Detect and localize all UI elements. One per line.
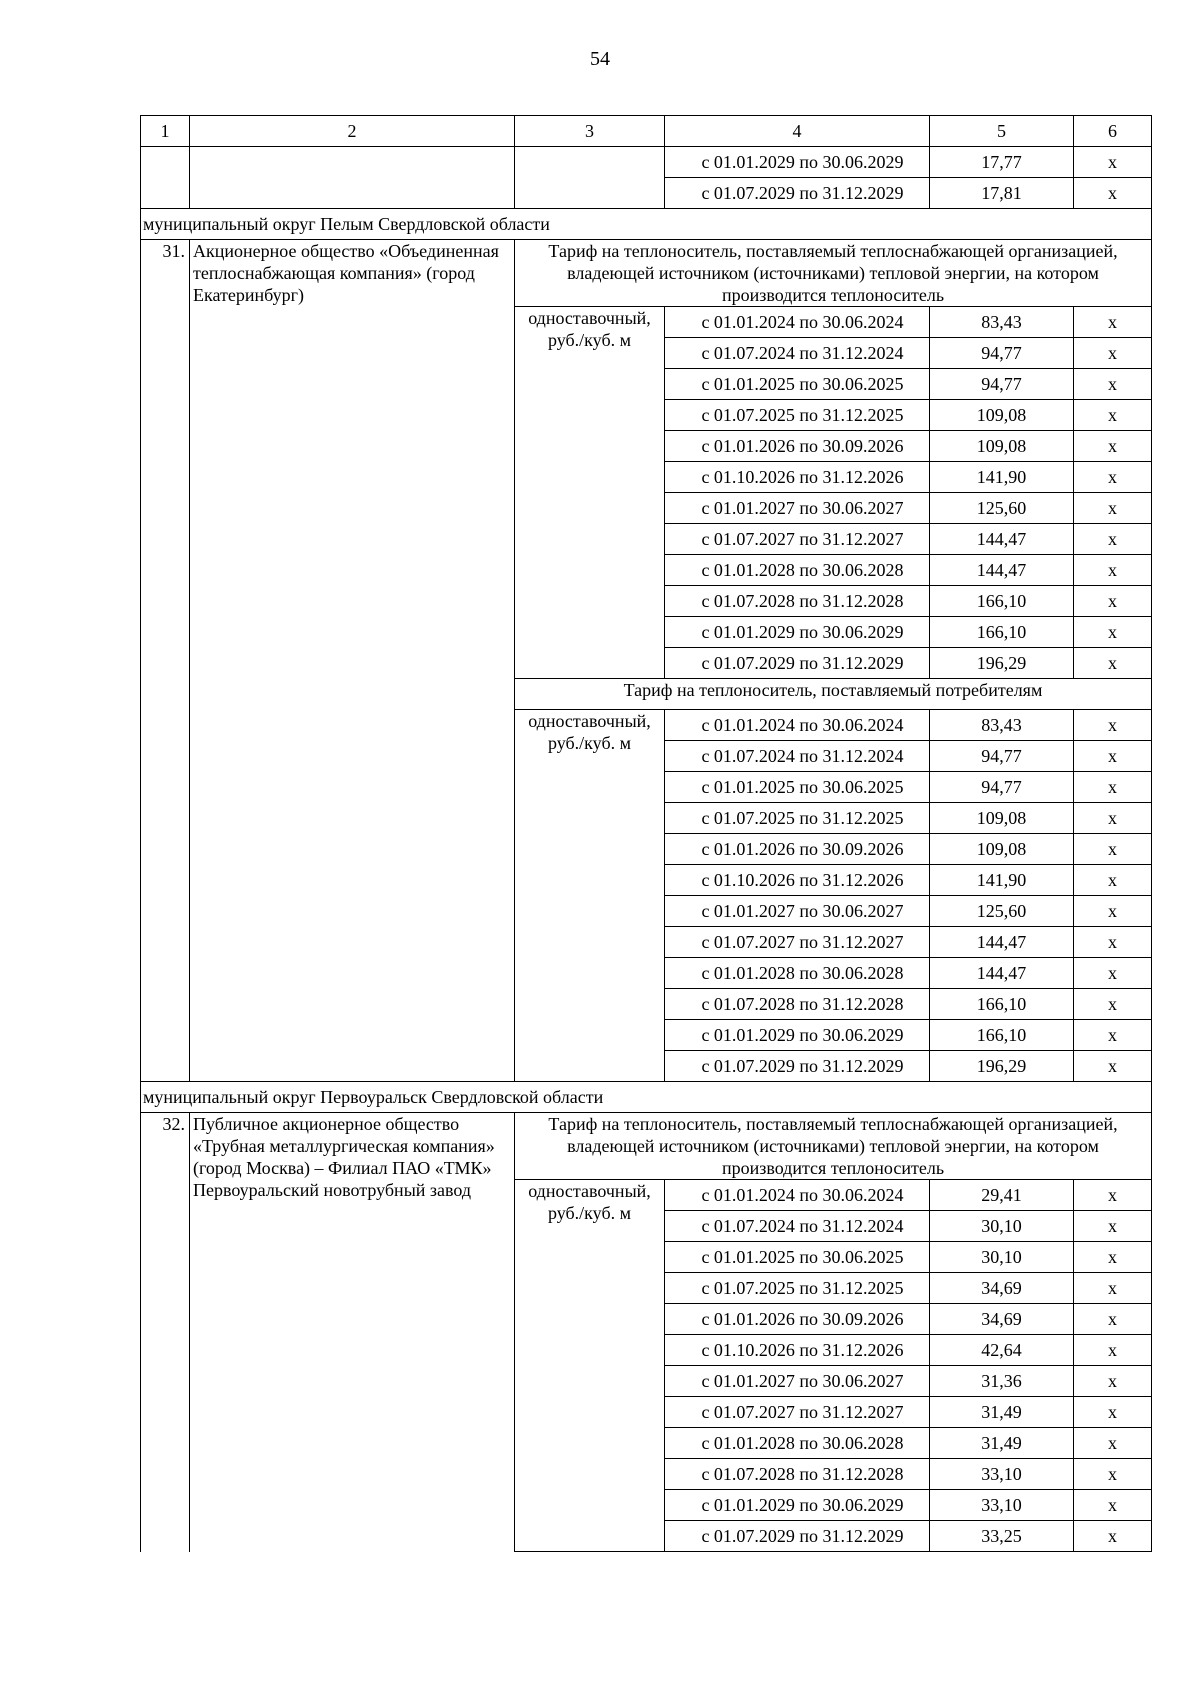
mark-cell: x <box>1074 648 1152 679</box>
mark-cell: x <box>1074 1273 1152 1304</box>
item-number: 32. <box>141 1113 190 1552</box>
period-cell: с 01.01.2025 по 30.06.2025 <box>665 1242 930 1273</box>
tariff-type-cell: одноставочный, руб./куб. м <box>515 710 665 1082</box>
tariff-group-title: Тариф на теплоноситель, поставляемый теплоснабжающей организацией, владеющей источником (источниками) тепловой энергии, на котором производится теплоноситель <box>515 1113 1152 1180</box>
tariff-value-cell: 141,90 <box>930 462 1074 493</box>
period-cell: с 01.01.2025 по 30.06.2025 <box>665 772 930 803</box>
organization-name: Акционерное общество «Объединенная теплоснабжающая компания» (город Екатеринбург) <box>190 240 515 1082</box>
tariff-value-cell: 30,10 <box>930 1211 1074 1242</box>
period-cell: с 01.07.2029 по 31.12.2029 <box>665 648 930 679</box>
period-cell: с 01.01.2029 по 30.06.2029 <box>665 147 930 178</box>
mark-cell: x <box>1074 1490 1152 1521</box>
item-number: 31. <box>141 240 190 1082</box>
mark-cell: x <box>1074 803 1152 834</box>
tariff-value-cell: 83,43 <box>930 307 1074 338</box>
mark-cell: x <box>1074 147 1152 178</box>
period-cell: с 01.01.2028 по 30.06.2028 <box>665 555 930 586</box>
column-number-header: 5 <box>930 116 1074 147</box>
period-cell: с 01.01.2029 по 30.06.2029 <box>665 1020 930 1051</box>
tariff-value-cell: 94,77 <box>930 338 1074 369</box>
period-cell: с 01.01.2029 по 30.06.2029 <box>665 1490 930 1521</box>
tariff-value-cell: 144,47 <box>930 958 1074 989</box>
tariff-value-cell: 17,77 <box>930 147 1074 178</box>
table-row <box>141 147 1152 178</box>
period-cell: с 01.07.2029 по 31.12.2029 <box>665 178 930 209</box>
mark-cell: x <box>1074 834 1152 865</box>
tariff-value-cell: 94,77 <box>930 772 1074 803</box>
tariff-value-cell: 109,08 <box>930 400 1074 431</box>
tariff-value-cell: 31,49 <box>930 1428 1074 1459</box>
period-cell: с 01.01.2024 по 30.06.2024 <box>665 710 930 741</box>
mark-cell: x <box>1074 896 1152 927</box>
mark-cell: x <box>1074 1180 1152 1211</box>
period-cell: с 01.07.2024 по 31.12.2024 <box>665 338 930 369</box>
mark-cell: x <box>1074 1335 1152 1366</box>
blank-cell <box>190 147 515 209</box>
blank-cell <box>515 147 665 209</box>
mark-cell: x <box>1074 493 1152 524</box>
period-cell: с 01.10.2026 по 31.12.2026 <box>665 865 930 896</box>
tariff-group-title-row <box>141 240 1152 307</box>
mark-cell: x <box>1074 1211 1152 1242</box>
region-row <box>141 1082 1152 1113</box>
period-cell: с 01.01.2024 по 30.06.2024 <box>665 307 930 338</box>
period-cell: с 01.01.2026 по 30.09.2026 <box>665 431 930 462</box>
mark-cell: x <box>1074 400 1152 431</box>
tariff-value-cell: 33,10 <box>930 1490 1074 1521</box>
period-cell: с 01.01.2027 по 30.06.2027 <box>665 493 930 524</box>
period-cell: с 01.01.2024 по 30.06.2024 <box>665 1180 930 1211</box>
tariff-value-cell: 125,60 <box>930 896 1074 927</box>
tariff-value-cell: 31,36 <box>930 1366 1074 1397</box>
period-cell: с 01.01.2028 по 30.06.2028 <box>665 1428 930 1459</box>
tariff-value-cell: 109,08 <box>930 803 1074 834</box>
period-cell: с 01.01.2027 по 30.06.2027 <box>665 896 930 927</box>
period-cell: с 01.10.2026 по 31.12.2026 <box>665 462 930 493</box>
tariff-group-title: Тариф на теплоноситель, поставляемый теплоснабжающей организацией, владеющей источником (источниками) тепловой энергии, на котором производится теплоноситель <box>515 240 1152 307</box>
mark-cell: x <box>1074 524 1152 555</box>
tariff-value-cell: 94,77 <box>930 741 1074 772</box>
mark-cell: x <box>1074 741 1152 772</box>
period-cell: с 01.07.2027 по 31.12.2027 <box>665 524 930 555</box>
tariff-value-cell: 166,10 <box>930 586 1074 617</box>
period-cell: с 01.07.2029 по 31.12.2029 <box>665 1051 930 1082</box>
period-cell: с 01.07.2025 по 31.12.2025 <box>665 400 930 431</box>
tariff-type-cell: одноставочный, руб./куб. м <box>515 307 665 679</box>
mark-cell: x <box>1074 1304 1152 1335</box>
mark-cell: x <box>1074 586 1152 617</box>
tariff-value-cell: 109,08 <box>930 431 1074 462</box>
column-number-header: 4 <box>665 116 930 147</box>
region-row <box>141 209 1152 240</box>
tariff-value-cell: 109,08 <box>930 834 1074 865</box>
mark-cell: x <box>1074 865 1152 896</box>
period-cell: с 01.01.2025 по 30.06.2025 <box>665 369 930 400</box>
header-row <box>141 116 1152 147</box>
mark-cell: x <box>1074 1521 1152 1552</box>
column-number-header: 3 <box>515 116 665 147</box>
period-cell: с 01.01.2029 по 30.06.2029 <box>665 617 930 648</box>
mark-cell: x <box>1074 958 1152 989</box>
period-cell: с 01.07.2029 по 31.12.2029 <box>665 1521 930 1552</box>
region-heading: муниципальный округ Пелым Свердловской области <box>141 209 1152 240</box>
tariff-value-cell: 17,81 <box>930 178 1074 209</box>
period-cell: с 01.07.2025 по 31.12.2025 <box>665 1273 930 1304</box>
tariff-value-cell: 83,43 <box>930 710 1074 741</box>
tariff-group-title: Тариф на теплоноситель, поставляемый потребителям <box>515 679 1152 710</box>
mark-cell: x <box>1074 431 1152 462</box>
period-cell: с 01.01.2027 по 30.06.2027 <box>665 1366 930 1397</box>
mark-cell: x <box>1074 1397 1152 1428</box>
tariff-value-cell: 166,10 <box>930 1020 1074 1051</box>
tariff-value-cell: 30,10 <box>930 1242 1074 1273</box>
blank-cell <box>141 147 190 209</box>
mark-cell: x <box>1074 369 1152 400</box>
organization-name: Публичное акционерное общество «Трубная металлургическая компания» (город Москва) – Филиал ПАО «ТМК» Первоуральский новотрубный завод <box>190 1113 515 1552</box>
tariff-value-cell: 34,69 <box>930 1273 1074 1304</box>
tariff-value-cell: 33,25 <box>930 1521 1074 1552</box>
column-number-header: 1 <box>141 116 190 147</box>
mark-cell: x <box>1074 1020 1152 1051</box>
tariff-type-cell: одноставочный, руб./куб. м <box>515 1180 665 1552</box>
tariff-value-cell: 94,77 <box>930 369 1074 400</box>
tariff-value-cell: 31,49 <box>930 1397 1074 1428</box>
mark-cell: x <box>1074 462 1152 493</box>
period-cell: с 01.07.2027 по 31.12.2027 <box>665 927 930 958</box>
tariff-value-cell: 196,29 <box>930 648 1074 679</box>
tariff-value-cell: 144,47 <box>930 524 1074 555</box>
mark-cell: x <box>1074 1242 1152 1273</box>
page-number: 54 <box>590 48 610 70</box>
period-cell: с 01.01.2026 по 30.09.2026 <box>665 834 930 865</box>
tariff-value-cell: 166,10 <box>930 989 1074 1020</box>
column-number-header: 6 <box>1074 116 1152 147</box>
mark-cell: x <box>1074 1051 1152 1082</box>
period-cell: с 01.07.2025 по 31.12.2025 <box>665 803 930 834</box>
mark-cell: x <box>1074 989 1152 1020</box>
mark-cell: x <box>1074 1428 1152 1459</box>
tariff-value-cell: 144,47 <box>930 927 1074 958</box>
tariff-table <box>140 115 1152 1552</box>
mark-cell: x <box>1074 617 1152 648</box>
period-cell: с 01.07.2024 по 31.12.2024 <box>665 741 930 772</box>
tariff-value-cell: 144,47 <box>930 555 1074 586</box>
mark-cell: x <box>1074 555 1152 586</box>
mark-cell: x <box>1074 1366 1152 1397</box>
tariff-value-cell: 196,29 <box>930 1051 1074 1082</box>
period-cell: с 01.07.2027 по 31.12.2027 <box>665 1397 930 1428</box>
region-heading: муниципальный округ Первоуральск Свердловской области <box>141 1082 1152 1113</box>
tariff-value-cell: 42,64 <box>930 1335 1074 1366</box>
mark-cell: x <box>1074 1459 1152 1490</box>
period-cell: с 01.01.2028 по 30.06.2028 <box>665 958 930 989</box>
mark-cell: x <box>1074 772 1152 803</box>
period-cell: с 01.07.2028 по 31.12.2028 <box>665 989 930 1020</box>
mark-cell: x <box>1074 338 1152 369</box>
period-cell: с 01.07.2028 по 31.12.2028 <box>665 586 930 617</box>
mark-cell: x <box>1074 307 1152 338</box>
mark-cell: x <box>1074 927 1152 958</box>
period-cell: с 01.01.2026 по 30.09.2026 <box>665 1304 930 1335</box>
period-cell: с 01.07.2024 по 31.12.2024 <box>665 1211 930 1242</box>
tariff-group-title-row <box>141 1113 1152 1180</box>
tariff-value-cell: 34,69 <box>930 1304 1074 1335</box>
tariff-value-cell: 166,10 <box>930 617 1074 648</box>
mark-cell: x <box>1074 178 1152 209</box>
period-cell: с 01.07.2028 по 31.12.2028 <box>665 1459 930 1490</box>
tariff-value-cell: 141,90 <box>930 865 1074 896</box>
column-number-header: 2 <box>190 116 515 147</box>
tariff-value-cell: 125,60 <box>930 493 1074 524</box>
mark-cell: x <box>1074 710 1152 741</box>
period-cell: с 01.10.2026 по 31.12.2026 <box>665 1335 930 1366</box>
tariff-value-cell: 29,41 <box>930 1180 1074 1211</box>
tariff-value-cell: 33,10 <box>930 1459 1074 1490</box>
